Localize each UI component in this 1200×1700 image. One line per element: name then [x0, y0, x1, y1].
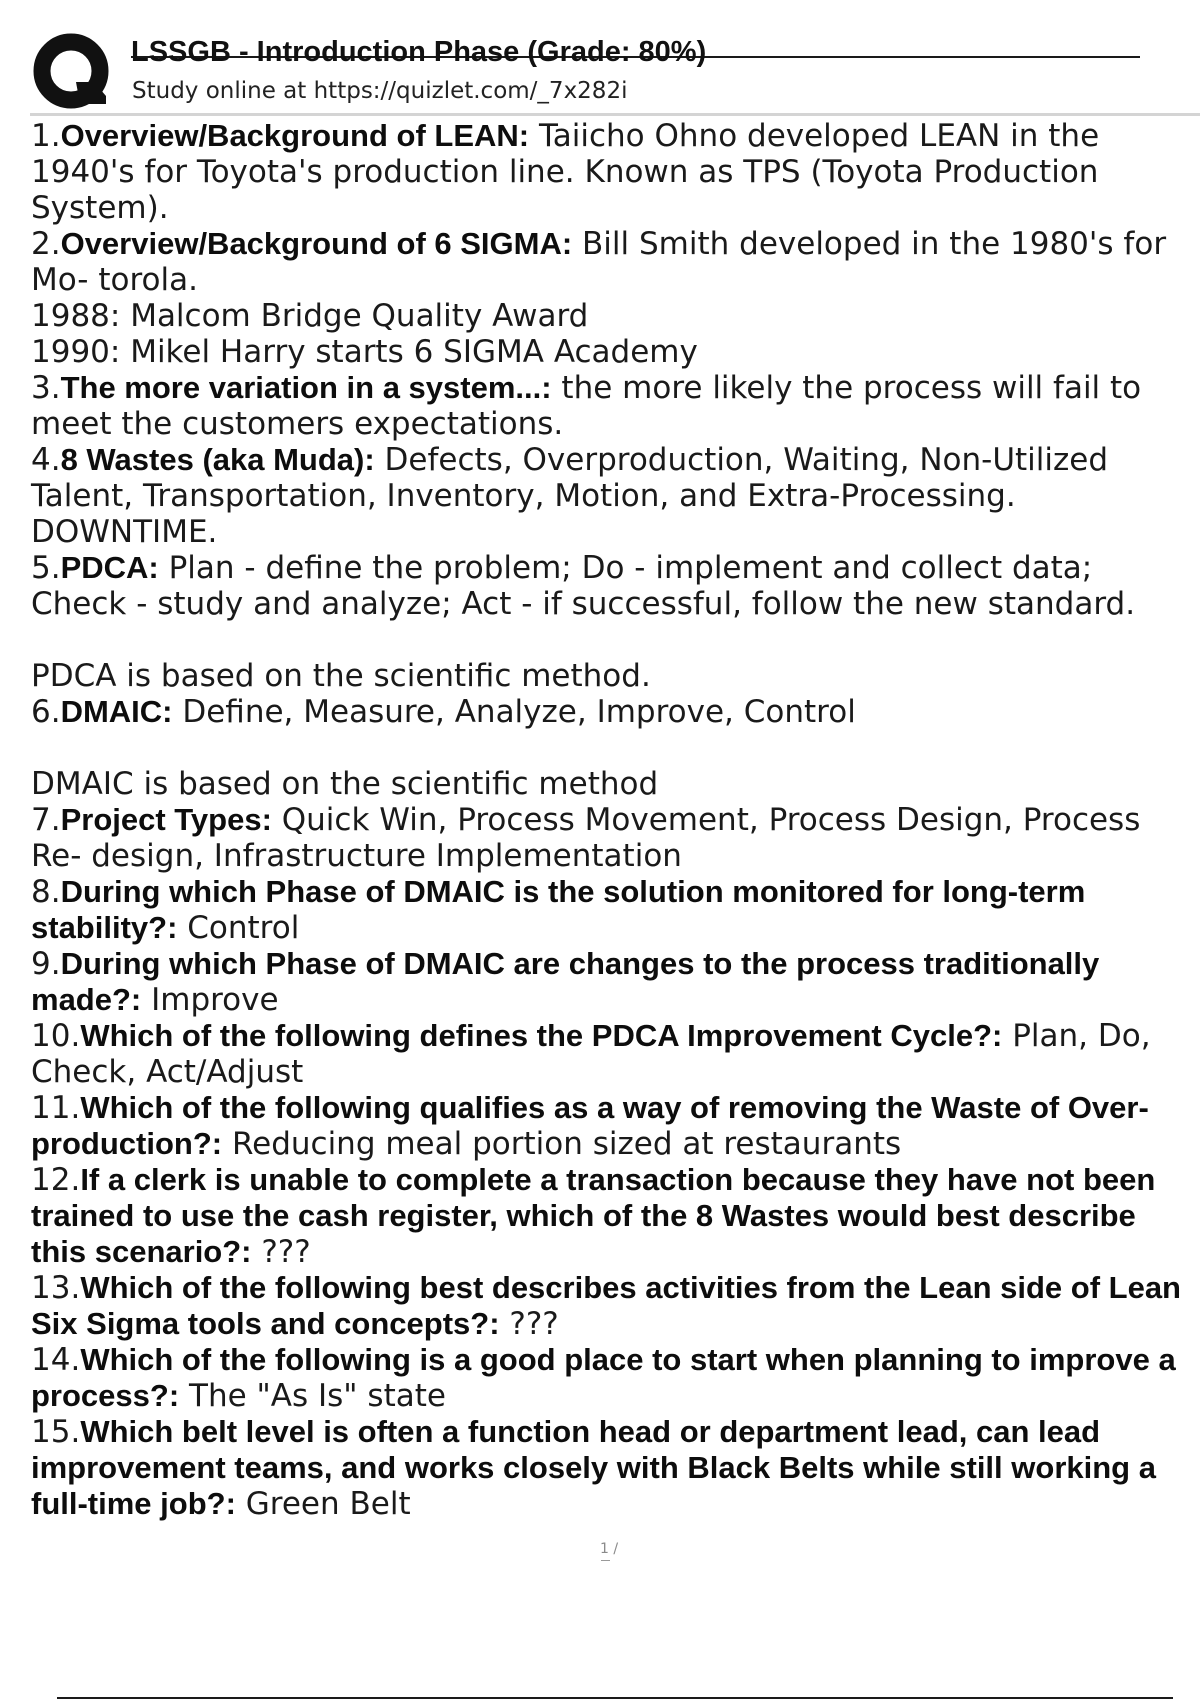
flashcard-item — [31, 1018, 1191, 1090]
card-number: 5. — [31, 550, 61, 586]
card-definition: Bill Smith developed in the 1980's for Mo- torola. 1988: Malcom Bridge Quality Award 1990: Mikel Harry starts 6 SIGMA Academy — [31, 226, 1167, 370]
card-number: 6. — [31, 694, 61, 730]
card-term: During which Phase of DMAIC is the solution monitored for long-term stability?: — [31, 874, 1086, 945]
flashcard-item — [31, 442, 1191, 550]
flashcard-item — [31, 226, 1191, 370]
card-term: The more variation in a system...: — [60, 370, 552, 405]
flashcard-item — [31, 1090, 1191, 1162]
study-url-text: Study online at https://quizlet.com/_7x282i — [132, 78, 628, 104]
card-term: PDCA: — [60, 550, 159, 585]
card-definition: Defects, Overproduction, Waiting, Non-Utilized Talent, Transportation, Inventory, Motion, and Extra-Processing. DOWNTIME. — [31, 442, 1109, 550]
header-divider — [30, 113, 1200, 116]
card-definition: Control — [177, 910, 300, 946]
card-number: 1. — [31, 118, 61, 154]
card-number: 10. — [31, 1018, 81, 1054]
document-header — [30, 30, 1200, 114]
card-term: Project Types: — [60, 802, 272, 837]
card-number: 14. — [31, 1342, 81, 1378]
flashcard-list — [31, 118, 1191, 1522]
card-definition: Plan, Do, Check, Act/Adjust — [31, 1018, 1151, 1090]
card-definition: ??? — [499, 1306, 559, 1342]
document-title: LSSGB - Introduction Phase (Grade: 80%) — [131, 36, 707, 68]
card-term: Which belt level is often a function head or department lead, can lead improvement teams, and works closely with Black Belts while still working a full-time job?: — [31, 1414, 1156, 1521]
card-number: 3. — [31, 370, 61, 406]
card-definition: The "As Is" state — [179, 1378, 446, 1414]
card-number: 13. — [31, 1270, 81, 1306]
card-definition: Green Belt — [235, 1486, 411, 1522]
flashcard-item — [31, 118, 1191, 226]
flashcard-item — [31, 1342, 1191, 1414]
flashcard-item — [31, 370, 1191, 442]
card-number: 11. — [31, 1090, 81, 1126]
card-definition: Improve — [141, 982, 279, 1018]
card-definition: ??? — [251, 1234, 311, 1270]
card-term: Overview/Background of 6 SIGMA: — [60, 226, 573, 261]
page-number: 1 / — [600, 1541, 619, 1557]
flashcard-item — [31, 946, 1191, 1018]
card-term: Which of the following is a good place to start when planning to improve a process?: — [31, 1342, 1176, 1413]
card-term: Which of the following qualifies as a way of removing the Waste of Over- production?: — [31, 1090, 1149, 1161]
card-term: Which of the following best describes activities from the Lean side of Lean Six Sigma tools and concepts?: — [31, 1270, 1181, 1341]
page-number-underline — [601, 1560, 610, 1561]
footer-divider — [57, 1697, 1173, 1699]
flashcard-item — [31, 694, 1191, 802]
card-term: DMAIC: — [60, 694, 173, 729]
flashcard-item — [31, 1414, 1191, 1522]
card-term: Overview/Background of LEAN: — [60, 118, 530, 153]
card-definition: Quick Win, Process Movement, Process Design, Process Re- design, Infrastructure Implementation — [31, 802, 1141, 874]
quizlet-logo-icon — [32, 32, 142, 112]
flashcard-item — [31, 550, 1191, 694]
card-definition: Reducing meal portion sized at restaurants — [222, 1126, 902, 1162]
card-number: 9. — [31, 946, 61, 982]
card-definition: Plan - define the problem; Do - implement and collect data; Check - study and analyze; Act - if successful, follow the new standard. PDCA is based on the scientific method. — [31, 550, 1136, 694]
flashcard-item — [31, 802, 1191, 874]
card-number: 15. — [31, 1414, 81, 1450]
card-definition: the more likely the process will fail to meet the customers expectations. — [31, 370, 1142, 442]
flashcard-item — [31, 874, 1191, 946]
card-number: 2. — [31, 226, 61, 262]
card-number: 4. — [31, 442, 61, 478]
card-term: Which of the following defines the PDCA Improvement Cycle?: — [80, 1018, 1003, 1053]
flashcard-item — [31, 1270, 1191, 1342]
card-definition: Define, Measure, Analyze, Improve, Control DMAIC is based on the scientific method — [31, 694, 856, 802]
card-number: 8. — [31, 874, 61, 910]
card-definition: Taiicho Ohno developed LEAN in the 1940's for Toyota's production line. Known as TPS (Toyota Production System). — [31, 118, 1100, 226]
card-number: 7. — [31, 802, 61, 838]
card-term: During which Phase of DMAIC are changes to the process traditionally made?: — [31, 946, 1100, 1017]
card-term: 8 Wastes (aka Muda): — [60, 442, 375, 477]
card-number: 12. — [31, 1162, 81, 1198]
card-term: If a clerk is unable to complete a transaction because they have not been trained to use the cash register, which of the 8 Wastes would best describe this scenario?: — [31, 1162, 1156, 1269]
flashcard-item — [31, 1162, 1191, 1270]
